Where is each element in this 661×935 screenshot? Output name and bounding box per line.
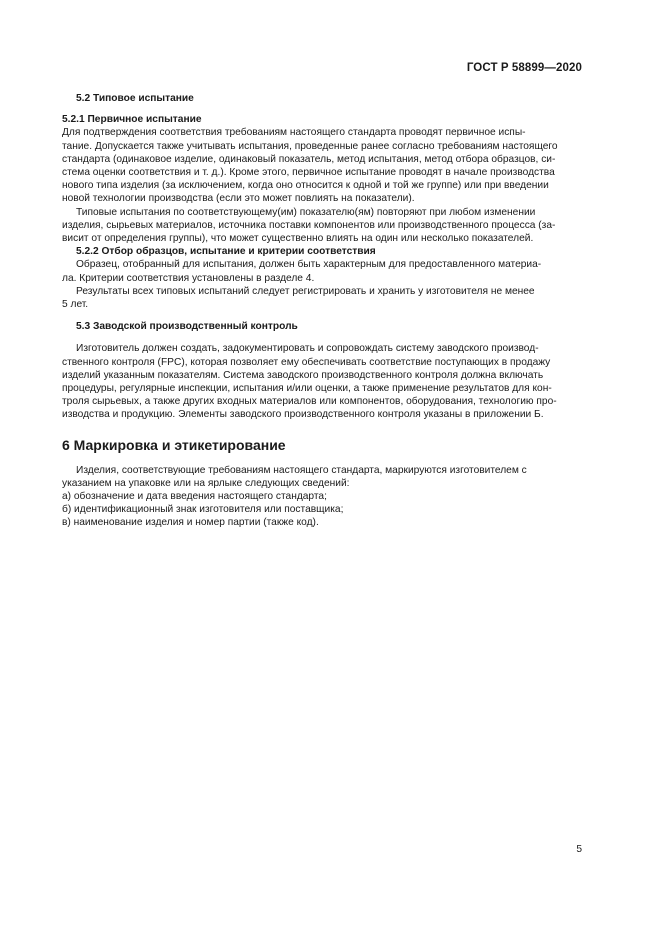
- list-item: в) наименование изделия и номер партии (также код).: [62, 517, 319, 529]
- section-5-3-body: [62, 342, 583, 421]
- line: стандарта (одинаковое изделие, одинаковый показатель, метод испытания, метод отбора образцов, си-: [62, 153, 556, 165]
- list-item: б) идентификационный знак изготовителя или поставщика;: [62, 504, 344, 516]
- section-5-2-2-body: [62, 258, 583, 311]
- line: изделий указанным показателям. Система заводского производственного контроля должна включать: [62, 369, 544, 381]
- marking-list: [62, 490, 583, 530]
- section-5-3-title: 5.3 Заводской производственный контроль: [76, 321, 298, 333]
- line: троля сырьевых, а также других входных материалов или компонентов, оборудования, технологию про-: [62, 396, 557, 408]
- section-6-body: [62, 464, 583, 490]
- line: нового типа изделия (за исключением, когда оно относится к одной и той же группе) или при введении: [62, 180, 549, 192]
- line: изделия, сырьевых материалов, источника поставки компонентов или производственного процесса (за-: [62, 219, 556, 231]
- page-number: 5: [576, 844, 582, 855]
- line: висит от определения группы), что может существенно влиять на один или несколько показателей.: [62, 233, 534, 245]
- line: Результаты всех типовых испытаний следует регистрировать и хранить у изготовителя не менее: [76, 285, 535, 297]
- line: ла. Критерии соответствия установлены в разделе 4.: [62, 272, 315, 284]
- line: Изготовитель должен создать, задокументировать и сопровождать систему заводского производ-: [76, 343, 539, 355]
- line: ственного контроля (FPC), которая позволяет ему обеспечивать соответствие поступающих в продажу: [62, 356, 551, 368]
- list-item: а) обозначение и дата введения настоящего стандарта;: [62, 491, 327, 503]
- line: тание. Допускается также учитывать испытания, проведенные ранее согласно требованиям настоящего: [62, 140, 558, 152]
- line: Образец, отобранный для испытания, должен быть характерным для предоставленного материа-: [76, 259, 542, 271]
- line: Типовые испытания по соответствующему(им) показателю(ям) повторяют при любом изменении: [76, 206, 536, 218]
- line: Для подтверждения соответствия требованиям настоящего стандарта проводят первичное испы-: [62, 127, 526, 139]
- line: новой технологии производства (если это может повлиять на показатели).: [62, 193, 415, 205]
- line: изводства и продукцию. Элементы заводского производственного контроля указаны в приложении Б.: [62, 409, 544, 421]
- section-5-2-1-title: 5.2.1 Первичное испытание: [62, 114, 202, 126]
- line: 5 лет.: [62, 299, 89, 311]
- line: Изделия, соответствующие требованиям настоящего стандарта, маркируются изготовителем с: [76, 464, 527, 476]
- line: указанием на упаковке или на ярлыке следующих сведений:: [62, 477, 350, 489]
- document-id: ГОСТ Р 58899—2020: [466, 62, 582, 74]
- section-6-title: 6 Маркировка и этикетирование: [62, 436, 286, 453]
- section-5-2-title: 5.2 Типовое испытание: [76, 93, 194, 104]
- line: процедуры, регулярные инспекции, испытания и/или оценки, а также применение результатов для кон-: [62, 383, 552, 395]
- line: стема оценки соответствия и т. д.). Кроме этого, первичное испытание проводят в начале производства: [62, 167, 555, 179]
- page-content: [62, 92, 583, 530]
- section-5-2-2-title: 5.2.2 Отбор образцов, испытание и критерии соответствия: [76, 246, 376, 258]
- section-5-2-1-body: [62, 126, 583, 245]
